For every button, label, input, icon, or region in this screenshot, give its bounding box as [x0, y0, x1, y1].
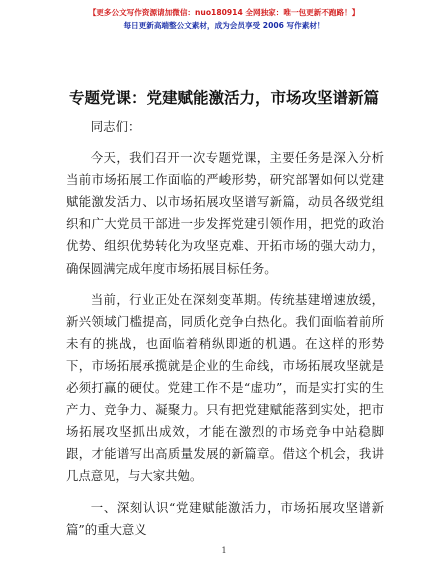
promo-banner-line-2: 每日更新高端整公文素材，成为会员享受 2006 写作素材！ — [123, 21, 325, 30]
document-body — [66, 116, 384, 541]
promo-banner — [0, 6, 448, 32]
section-heading: 一、深刻认识“党建赋能激活力，市场拓展攻坚谱新篇”的重大意义 — [66, 499, 384, 537]
paragraph-situation: 当前，行业正处在深刻变革期。传统基建增速放缓，新兴领域门槛提高，同质化竞争白热化。我们面临着前所未有的挑战，也面临着稍纵即逝的机遇。在这样的形势下，市场拓展承揽就是企业的生命线，市场拓展攻坚就是必须打赢的硬仗。党建工作不是“虚功”，而是实打实的生产力、竞争力、凝聚力。只有把党建赋能落到实处，把市场拓展攻坚抓出成效，才能在激烈的市场竞争中站稳脚跟，才能谱写出高质量发展的新篇章。借这个机会，我讲几点意见，与大家共勉。 — [66, 291, 384, 484]
promo-banner-line-1: 【更多公文写作资源请加微信：nuo180914 全网独家：唯一包更新不跑路！】 — [88, 8, 360, 17]
salutation: 同志们： — [90, 119, 141, 134]
page-number: 1 — [221, 546, 227, 555]
paragraph-intro: 今天，我们召开一次专题党课，主要任务是深入分析当前市场拓展工作面临的严峻形势，研究部署如何以党建赋能激发活力、以市场拓展攻坚谱写新篇，动员各级党组织和广大党员干部进一步发挥党建引领作用，把党的政治优势、组织优势转化为攻坚克难、开拓市场的强大动力，确保圆满完成年度市场拓展目标任务。 — [66, 150, 384, 276]
document-title: 专题党课：党建赋能激活力，市场攻坚谱新篇 — [68, 89, 379, 107]
